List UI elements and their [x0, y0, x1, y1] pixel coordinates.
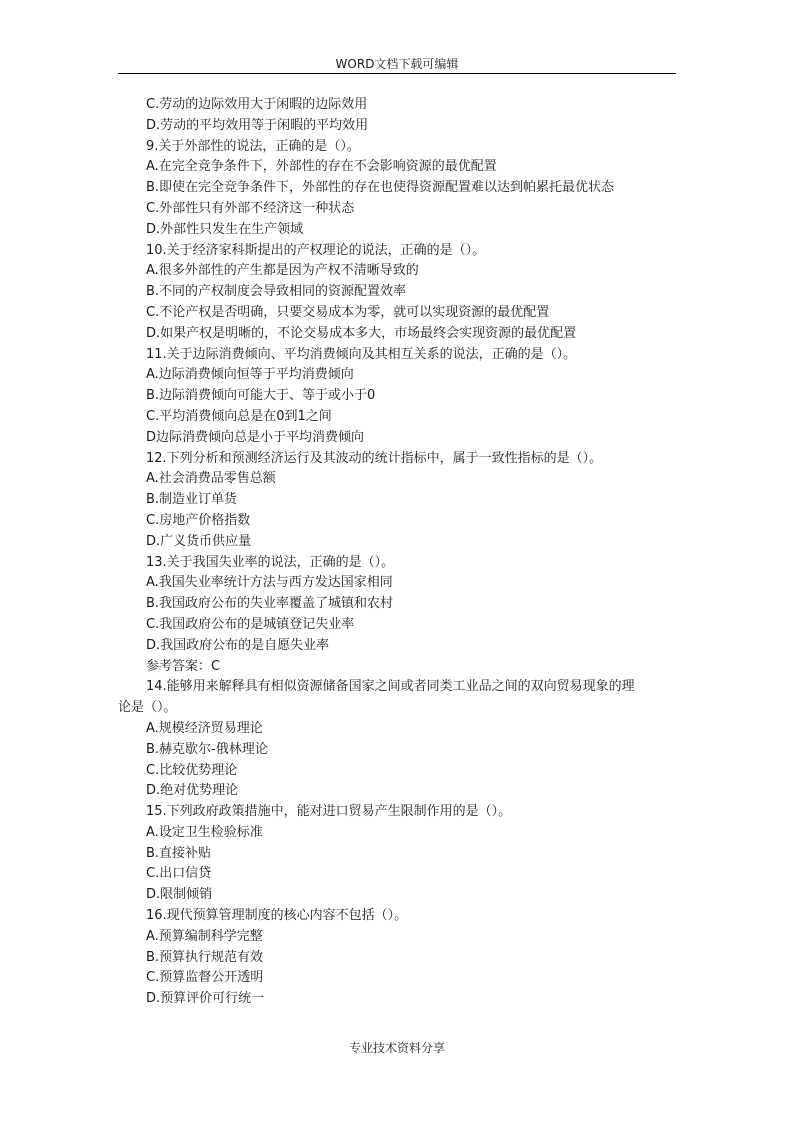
option-line: B.我国政府公布的失业率覆盖了城镇和农村: [146, 596, 394, 612]
option-line: A.规模经济贸易理论: [146, 720, 263, 736]
option-line: D.绝对优势理论: [146, 783, 239, 799]
option-line: D.限制倾销: [146, 887, 213, 903]
page-header: WORD文档下载可编辑: [335, 57, 459, 71]
option-line: A.社会消费品零售总额: [146, 471, 276, 487]
question-line: 14.能够用来解释具有相似资源储备国家之间或者同类工业品之间的双向贸易现象的理: [146, 679, 635, 695]
option-line: B.直接补贴: [146, 845, 212, 861]
option-line: D.如果产权是明晰的，不论交易成本多大，市场最终会实现资源的最优配置: [146, 325, 577, 341]
question-line: 9.关于外部性的说法，正确的是（）。: [146, 138, 360, 154]
option-line: D.我国政府公布的是自愿失业率: [146, 637, 330, 653]
option-line: B.边际消费倾向可能大于、等于或小于0: [146, 388, 376, 404]
text-line: C.劳动的边际效用大于闲暇的边际效用: [146, 97, 368, 112]
option-line: B.不同的产权制度会导致相同的资源配置效率: [146, 284, 407, 300]
document-body: [118, 95, 678, 1010]
option-line: A.预算编制科学完整: [146, 928, 263, 944]
option-line: A.设定卫生检验标准: [146, 824, 263, 840]
option-line: A.边际消费倾向恒等于平均消费倾向: [146, 367, 354, 383]
option-line: C.我国政府公布的是城镇登记失业率: [146, 616, 355, 632]
option-line: B.赫克歇尔-俄林理论: [146, 741, 268, 757]
option-line: B.制造业订单货: [146, 492, 238, 508]
option-line: D边际消费倾向总是小于平均消费倾向: [146, 429, 365, 445]
question-continuation-line: 论是（）。: [118, 700, 177, 716]
question-line: 10.关于经济家科斯提出的产权理论的说法，正确的是（）。: [146, 242, 486, 258]
question-line: 12.下列分析和预测经济运行及其波动的统计指标中，属于一致性指标的是（）。: [146, 450, 603, 466]
option-line: D.外部性只发生在生产领域: [146, 221, 304, 237]
option-line: B.预算执行规范有效: [146, 949, 264, 965]
question-line: 11.关于边际消费倾向、平均消费倾向及其相互关系的说法，正确的是（）。: [146, 346, 577, 362]
question-line: 16.现代预算管理制度的核心内容不包括（）。: [146, 908, 408, 924]
question-line: 15.下列政府政策措施中，能对进口贸易产生限制作用的是（）。: [146, 804, 512, 820]
option-line: A.在完全竞争条件下，外部性的存在不会影响资源的最优配置: [146, 159, 497, 175]
option-line: C.出口信贷: [146, 866, 212, 882]
page-footer: 专业技术资料分享: [348, 1041, 445, 1055]
option-line: A.我国失业率统计方法与西方发达国家相同: [146, 575, 393, 591]
option-line: D.广义货币供应量: [146, 533, 252, 549]
option-line: C.不论产权是否明确，只要交易成本为零，就可以实现资源的最优配置: [146, 304, 550, 320]
option-line: D.预算评价可行统一: [146, 991, 265, 1007]
option-line: C.比较优势理论: [146, 762, 238, 778]
option-line: C.平均消费倾向总是在0到1之间: [146, 408, 332, 424]
option-line: A.很多外部性的产生都是因为产权不清晰导致的: [146, 263, 419, 279]
answer-line: 参考答案：C: [146, 658, 221, 674]
option-line: C.房地产价格指数: [146, 512, 251, 528]
option-line: C.预算监督公开透明: [146, 970, 264, 986]
option-line: C.外部性只有外部不经济这一种状态: [146, 200, 355, 216]
question-line: 13.关于我国失业率的说法，正确的是（）。: [146, 554, 395, 570]
header-divider: [118, 73, 676, 74]
text-line: D.劳动的平均效用等于闲暇的平均效用: [146, 117, 369, 133]
option-line: B.即使在完全竞争条件下，外部性的存在也使得资源配置难以达到帕累托最优状态: [146, 180, 615, 196]
